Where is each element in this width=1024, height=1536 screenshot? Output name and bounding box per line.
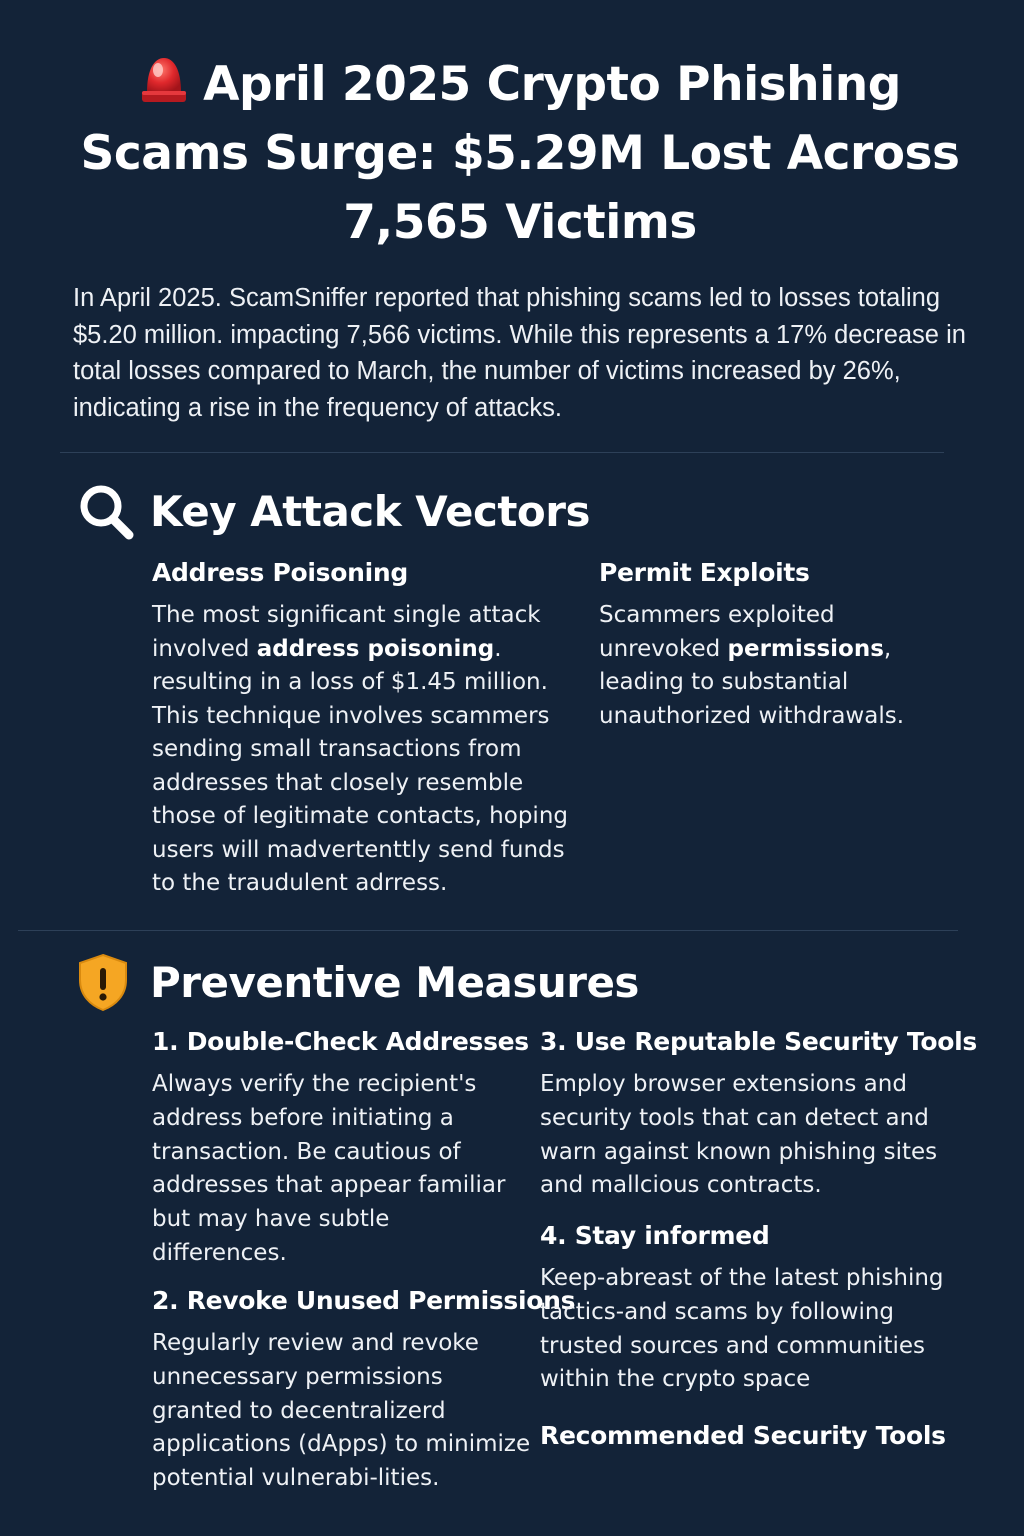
security-tools-heading: Recommended Security Tools xyxy=(540,1421,946,1450)
measure-text: Employ browser extensions and security tools that can detect and warn against known phishing sites and mallcious contracts. xyxy=(540,1071,938,1199)
measure-title: 3. Use Reputable Security Tools xyxy=(540,1027,977,1056)
warning-shield-icon xyxy=(76,952,130,1012)
address-poisoning-block xyxy=(152,558,582,901)
measure-text: Keep-abreast of the latest phishing tactics-and scams by following trusted sources and communities within the crypto space xyxy=(540,1265,944,1393)
permit-exploits-emphasis: permissions xyxy=(727,635,884,662)
address-poisoning-emphasis: address poisoning xyxy=(256,635,495,662)
measure-title: 1. Double-Check Addresses xyxy=(152,1027,529,1056)
measure-text: Regularly review and revoke unnecessary permissions granted to decentralizerd applications (dApps) to minimize potential vulnerabi-lities. xyxy=(152,1330,531,1492)
permit-exploits-text: Scammers exploited unrevoked permissions, leading to substantial unauthorized withdrawals. xyxy=(599,602,905,729)
measure-item xyxy=(152,1027,529,1271)
measure-item xyxy=(540,1221,960,1397)
permit-exploits-title: Permit Exploits xyxy=(599,558,810,587)
page-title: April 2025 Crypto Phishing Scams Surge: $5.29M Lost Across 7,565 Victims xyxy=(60,50,980,257)
measure-title: 4. Stay informed xyxy=(540,1221,770,1250)
attack-vectors-heading: Key Attack Vectors xyxy=(150,486,590,536)
measure-text: Always verify the recipient's address before initiating a transaction. Be cautious of addresses that appear familiar but may have subtle differences. xyxy=(152,1071,506,1266)
measure-item xyxy=(540,1027,977,1203)
address-poisoning-title: Address Poisoning xyxy=(152,558,408,587)
permit-exploits-block xyxy=(599,558,929,733)
search-icon xyxy=(76,482,136,540)
security-tools-block xyxy=(540,1421,960,1462)
header xyxy=(60,50,980,257)
siren-icon xyxy=(139,52,189,106)
preventive-header xyxy=(76,952,639,1012)
address-poisoning-text: The most significant single attack involved address poisoning. resulting in a loss of $1.45 million. This technique involves scammers sending small transactions from addresses that closely resemble those of legitimate contacts, hoping users will madvertenttly send funds to the traudulent adrress. xyxy=(152,602,568,896)
measure-title: 2. Revoke Unused Permissions xyxy=(152,1286,576,1315)
measure-item xyxy=(152,1286,576,1496)
intro-paragraph: In April 2025. ScamSniffer reported that phishing scams led to losses totaling $5.20 million. impacting 7,566 victims. While this represents a 17% decrease in total losses compared to March, the number of victims increased by 26%, indicating a rise in the frequency of attacks. xyxy=(73,284,966,422)
attack-vectors-header xyxy=(76,482,590,540)
divider xyxy=(18,930,958,931)
preventive-heading: Preventive Measures xyxy=(150,957,639,1007)
divider xyxy=(60,452,944,453)
